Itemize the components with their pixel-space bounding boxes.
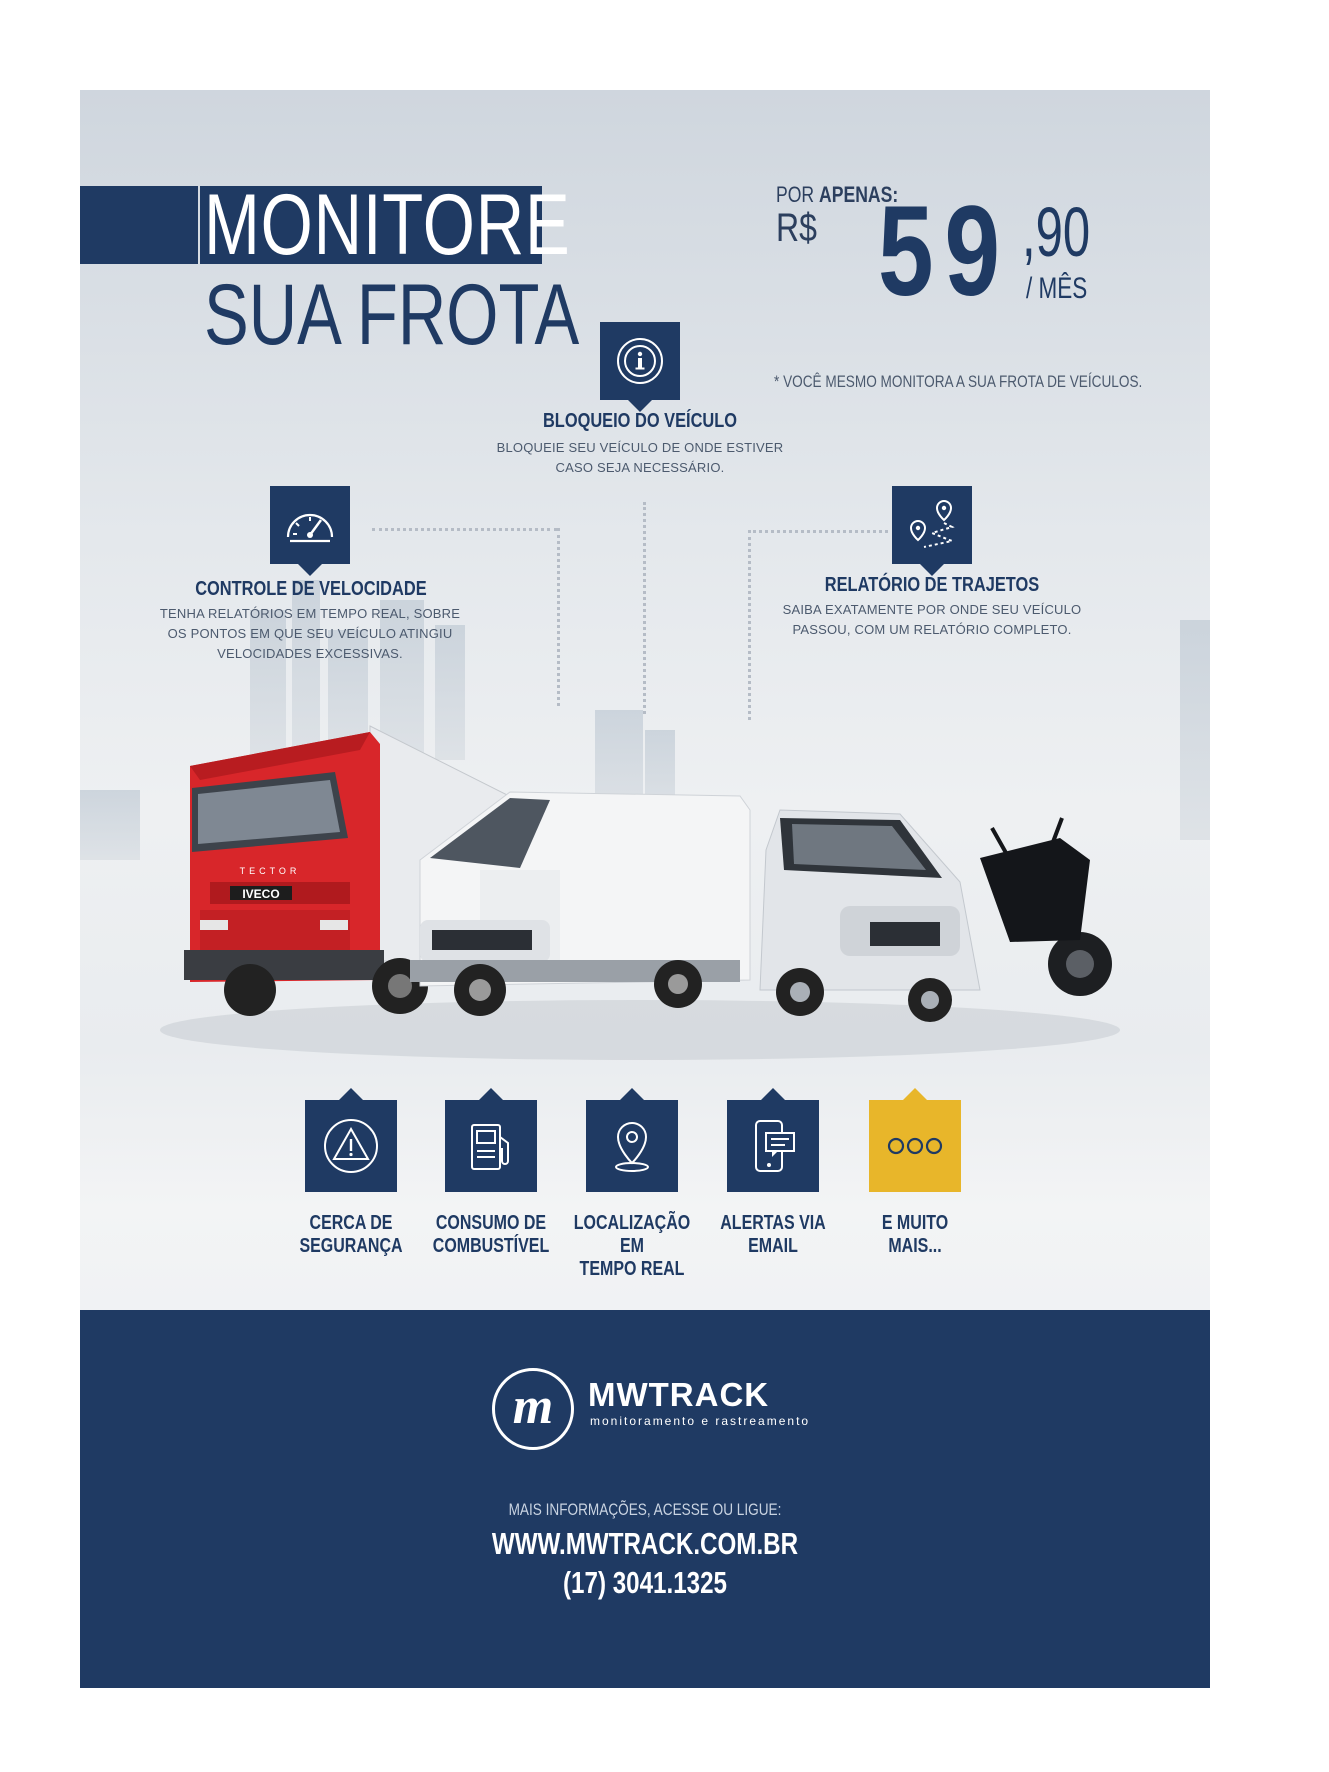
phone-message-icon: [742, 1115, 804, 1177]
speed-feature-title: CONTROLE DE VELOCIDADE: [195, 578, 427, 600]
price-label-prefix: POR: [776, 182, 820, 207]
headline-line2: SUA FROTA: [204, 267, 580, 363]
connector-line: [643, 502, 646, 714]
brand-logo: [492, 1368, 574, 1450]
logo-letter: m: [512, 1378, 554, 1435]
more-feature-label: [855, 1212, 975, 1258]
connector-line: [748, 530, 751, 720]
connector-line: [372, 528, 557, 531]
fuel-pump-icon: [460, 1115, 522, 1177]
location-pin-icon: [601, 1115, 663, 1177]
lock-feature-title: BLOQUEIO DO VEÍCULO: [542, 410, 738, 432]
geofence-feature-box: [305, 1100, 397, 1192]
fuel-feature-label: [431, 1212, 551, 1258]
brand-name: MWTRACK: [588, 1376, 770, 1413]
label-line: TEMPO REAL: [579, 1258, 685, 1280]
desc-line: VELOCIDADES EXCESSIVAS.: [217, 646, 403, 661]
location-feature-box: [586, 1100, 678, 1192]
more-dots-icon: [884, 1131, 946, 1161]
warning-shield-icon: [320, 1115, 382, 1177]
desc-line: BLOQUEIE SEU VEÍCULO DE ONDE ESTIVER: [496, 440, 784, 455]
label-line: ALERTAS VIA: [720, 1212, 826, 1234]
alert-feature-box: [727, 1100, 819, 1192]
label-line: E MUITO MAIS...: [881, 1212, 949, 1257]
label-line: EMAIL: [748, 1235, 798, 1257]
brand-tagline: monitoramento e rastreamento: [590, 1414, 811, 1428]
truck-brand: IVECO: [242, 887, 280, 901]
desc-line: TENHA RELATÓRIOS EM TEMPO REAL, SOBRE: [159, 606, 461, 621]
connector-line: [748, 530, 888, 533]
label-line: LOCALIZAÇÃO EM: [573, 1212, 691, 1257]
desc-line: SAIBA EXATAMENTE POR ONDE SEU VEÍCULO: [782, 602, 1082, 617]
route-map-icon: [904, 497, 960, 553]
price-currency: R$: [776, 206, 817, 250]
price-period: / MÊS: [1026, 272, 1088, 305]
geofence-feature-label: [291, 1212, 411, 1258]
website-link[interactable]: WWW.MWTRACK.COM.BR: [491, 1526, 799, 1561]
speed-feature-box: [270, 486, 350, 564]
contact-info-label: MAIS INFORMAÇÕES, ACESSE OU LIGUE:: [508, 1500, 782, 1519]
label-line: SEGURANÇA: [299, 1235, 403, 1257]
self-monitor-note: * VOCÊ MESMO MONITORA A SUA FROTA DE VEÍCULOS.: [774, 372, 1143, 391]
info-lock-icon: [613, 334, 667, 388]
headline-line1: MONITORE: [204, 177, 571, 273]
route-feature-desc: [760, 600, 1104, 640]
location-feature-label: [572, 1212, 692, 1281]
headline-accent-bar: [80, 186, 198, 264]
desc-line: PASSOU, COM UM RELATÓRIO COMPLETO.: [792, 622, 1072, 637]
poster: [80, 90, 1210, 1688]
lock-feature-desc: [440, 438, 840, 478]
alert-feature-label: [713, 1212, 833, 1258]
footer: [80, 1310, 1210, 1688]
price-integer: 59: [878, 180, 1011, 323]
route-feature-box: [892, 486, 972, 564]
desc-line: OS PONTOS EM QUE SEU VEÍCULO ATINGIU: [167, 626, 453, 641]
fleet-vehicles-illustration: [80, 710, 1210, 1120]
label-line: CERCA DE: [309, 1212, 393, 1234]
price-decimal: ,90: [1022, 193, 1091, 271]
more-feature-box: [869, 1100, 961, 1192]
truck-model: TECTOR: [239, 866, 301, 876]
motorcycle-image: [980, 818, 1112, 996]
phone-number[interactable]: (17) 3041.1325: [562, 1565, 728, 1600]
label-line: COMBUSTÍVEL: [432, 1235, 550, 1257]
connector-line: [557, 528, 560, 706]
speed-feature-desc: [140, 604, 480, 664]
route-feature-title: RELATÓRIO DE TRAJETOS: [824, 574, 1040, 596]
speedometer-icon: [282, 501, 338, 549]
desc-line: CASO SEJA NECESSÁRIO.: [555, 460, 725, 475]
price-label-bold: APENAS:: [819, 182, 899, 207]
label-line: CONSUMO DE: [435, 1212, 547, 1234]
fuel-feature-box: [445, 1100, 537, 1192]
car-image: [760, 810, 980, 1022]
lock-feature-box: [600, 322, 680, 400]
